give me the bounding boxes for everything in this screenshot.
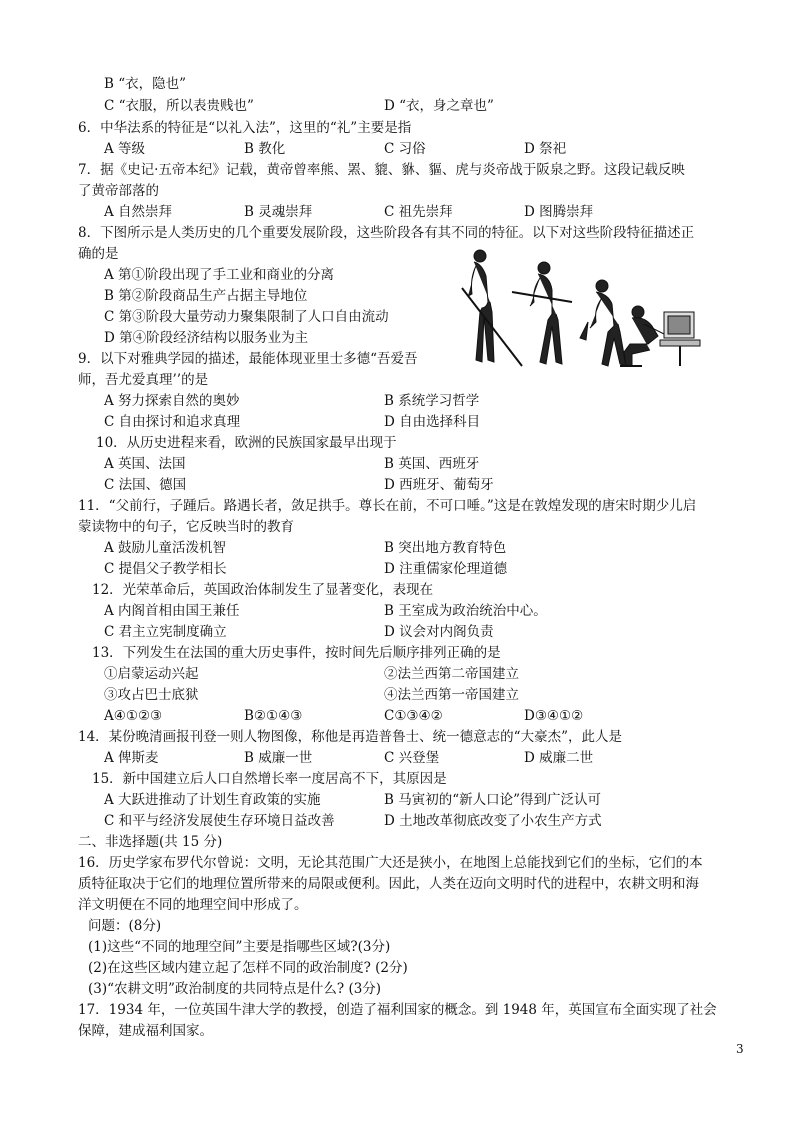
q8-stem-line1: 8．下图所示是人类历史的几个重要发展阶段，这些阶段各有其不同的特征。以下对这些阶段特征描述正 <box>78 225 695 241</box>
q7-option-c: C 祖先崇拜 <box>384 204 453 220</box>
q13-item-1: ①启蒙运动兴起 <box>104 666 199 682</box>
q12-option-d: D 议会对内阁负责 <box>384 624 494 640</box>
q15-stem: 15．新中国建立后人口自然增长率一度居高不下，其原因是 <box>92 771 447 787</box>
q8-option-b: B 第②阶段商品生产占据主导地位 <box>104 288 308 304</box>
evolution-figure-1 <box>462 250 522 366</box>
q13-option-b: B②①④③ <box>244 708 303 724</box>
q9-option-c: C 自由探讨和追求真理 <box>104 414 241 430</box>
q10-option-b: B 英国、西班牙 <box>384 456 480 472</box>
q10-stem: 10．从历史进程来看，欧洲的民族国家最早出现于 <box>96 435 397 451</box>
q9-option-b: B 系统学习哲学 <box>384 393 480 409</box>
q11-option-b: B 突出地方教育特色 <box>384 540 507 556</box>
q15-option-b: B 马寅初的“新人口论”得到广泛认可 <box>384 792 602 808</box>
q8-option-c: C 第③阶段大量劳动力聚集限制了人口自由流动 <box>104 309 389 325</box>
q6-option-a: A 等级 <box>104 141 146 157</box>
q16-question-label: 问题：(8分) <box>88 918 162 934</box>
q9-option-a: A 努力探索自然的奥妙 <box>104 393 240 409</box>
q9-stem-line1: 9．以下对雅典学园的描述，最能体现亚里士多德“吾爱吾 <box>78 351 418 367</box>
q11-option-c: C 提倡父子教学相长 <box>104 561 227 577</box>
q14-option-c: C 兴登堡 <box>384 750 440 766</box>
q13-item-4: ④法兰西第一帝国建立 <box>384 687 519 703</box>
q6-stem: 6．中华法系的特征是“以礼入法”，这里的“礼”主要是指 <box>78 120 412 136</box>
q13-item-3: ③攻占巴士底狱 <box>104 687 199 703</box>
q10-option-d: D 西班牙、葡萄牙 <box>384 477 494 493</box>
q9-stem-line2: 师，吾尤爱真理’’的是 <box>78 372 209 388</box>
q6-option-b: B 教化 <box>244 141 286 157</box>
q12-option-a: A 内阁首相由国王兼任 <box>104 603 240 619</box>
q10-option-a: A 英国、法国 <box>104 456 186 472</box>
q7-stem-line2: 了黄帝部落的 <box>78 183 159 199</box>
q14-option-d: D 威廉二世 <box>524 750 594 766</box>
q8-stem-line2: 确的是 <box>78 246 119 262</box>
section-heading: 二、非选择题(共 15 分) <box>78 834 223 850</box>
q6-option-c: C 习俗 <box>384 141 426 157</box>
q16-subquestion-3: (3)“农耕文明”政治制度的共同特点是什么? (3分) <box>88 981 382 997</box>
q14-option-b: B 威廉一世 <box>244 750 313 766</box>
q12-option-c: C 君主立宪制度确立 <box>104 624 227 640</box>
human-evolution-image <box>452 242 704 370</box>
q7-option-a: A 自然崇拜 <box>104 204 173 220</box>
q16-subquestion-2: (2)在这些区域内建立起了怎样不同的政治制度? (2分) <box>88 960 408 976</box>
evolution-figure-2 <box>512 262 572 364</box>
q11-option-a: A 鼓励儿童活泼机智 <box>104 540 227 556</box>
evolution-figure-3 <box>580 280 626 366</box>
q8-option-a: A 第①阶段出现了手工业和商业的分离 <box>104 267 335 283</box>
q5-option-c: C “衣服，所以表贵贱也” <box>104 98 254 114</box>
q5-option-b: B “衣，隐也” <box>104 76 187 92</box>
q15-option-a: A 大跃进推动了计划生育政策的实施 <box>104 792 321 808</box>
q8-option-d: D 第④阶段经济结构以服务业为主 <box>104 330 309 346</box>
q11-option-d: D 注重儒家伦理道德 <box>384 561 508 577</box>
q7-option-d: D 图腾崇拜 <box>524 204 594 220</box>
q15-option-c: C 和平与经济发展使生存环境日益改善 <box>104 813 335 829</box>
q17-stem-line2: 保障，建成福利国家。 <box>78 1023 213 1039</box>
q16-stem-line3: 洋文明便在不同的地理空间中形成了。 <box>78 897 308 913</box>
q10-option-c: C 法国、德国 <box>104 477 187 493</box>
q13-item-2: ②法兰西第二帝国建立 <box>384 666 519 682</box>
q13-option-d: D③④①② <box>524 708 584 724</box>
page-number: 3 <box>736 1042 744 1056</box>
q5-option-d: D “衣，身之章也” <box>384 98 494 114</box>
evolution-figure-4 <box>620 306 700 366</box>
q12-stem: 12．光荣革命后，英国政治体制发生了显著变化，表现在 <box>92 582 434 598</box>
q14-option-a: A 俾斯麦 <box>104 750 159 766</box>
q13-stem: 13．下列发生在法国的重大历史事件，按时间先后顺序排列正确的是 <box>92 645 501 661</box>
q6-option-d: D 祭祀 <box>524 141 567 157</box>
q14-stem: 14．某份晚清画报刊登一则人物图像，称他是再造普鲁士、统一德意志的“大豪杰”，此人是 <box>78 729 622 745</box>
q16-stem-line1: 16．历史学家布罗代尔曾说：文明，无论其范围广大还是狭小，在地图上总能找到它们的坐标，它们的本 <box>78 855 703 871</box>
q11-stem-line1: 11．“父前行，子踵后。路遇长者，敛足拱手。尊长在前，不可口唾。”这是在敦煌发现的唐宋时期少儿启 <box>78 498 697 514</box>
q12-option-b: B 王室成为政治统治中心。 <box>384 603 547 619</box>
q7-option-b: B 灵魂崇拜 <box>244 204 313 220</box>
q9-option-d: D 自由选择科目 <box>384 414 481 430</box>
q7-stem-line1: 7．据《史记·五帝本纪》记载，黄帝曾率熊、罴、貔、貅、貙、虎与炎帝战于阪泉之野。这段记载反映 <box>78 162 685 178</box>
q17-stem-line1: 17．1934 年，一位英国牛津大学的教授，创造了福利国家的概念。到 1948 年，英国宣布全面实现了社会 <box>78 1002 717 1018</box>
q16-stem-line2: 质特征取决于它们的地理位置所带来的局限或便利。因此，人类在迈向文明时代的进程中，农耕文明和海 <box>78 876 699 892</box>
q16-subquestion-1: (1)这些“不同的地理空间”主要是指哪些区域?(3分) <box>88 939 391 955</box>
q13-option-a: A④①②③ <box>104 708 163 724</box>
q11-stem-line2: 蒙读物中的句子，它反映当时的教育 <box>78 519 294 535</box>
q13-option-c: C①③④② <box>384 708 443 724</box>
q15-option-d: D 土地改革彻底改变了小农生产方式 <box>384 813 602 829</box>
